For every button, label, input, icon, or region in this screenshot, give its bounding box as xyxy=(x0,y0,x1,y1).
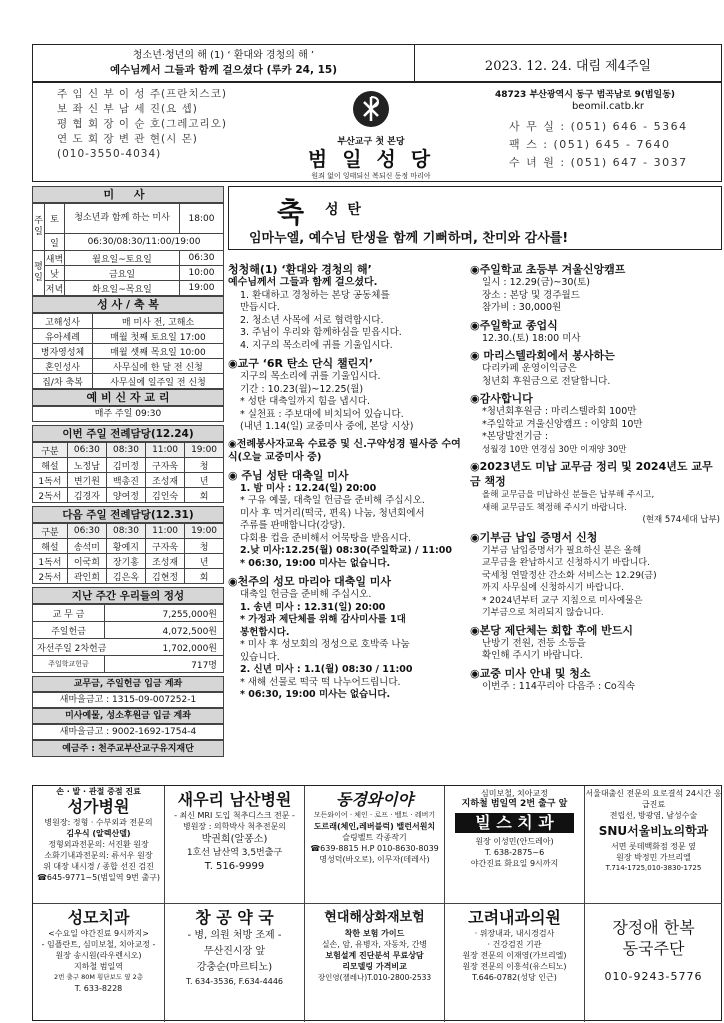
banner-message: 임마누엘, 예수님 탄생을 함께 기뻐하며, 찬미와 감사를! xyxy=(249,231,569,246)
mass-day: 토 xyxy=(45,204,65,234)
header-cell: 08:30 xyxy=(106,524,145,539)
ad-line: 정형외과전문의: 서진환 원장 xyxy=(48,840,149,849)
sacrament-name: 유아세례 xyxy=(33,329,93,344)
notice-line: 장소 : 본당 및 경주월드 xyxy=(482,289,580,301)
sacrament-name: 집/차 축복 xyxy=(33,374,93,389)
cell: 청 xyxy=(185,458,224,473)
ad-line: ☎639-8815 H.P 010-8630-8039 xyxy=(310,844,439,853)
ad-name: 성가병원 xyxy=(67,797,130,816)
sacrament-info: 사무실에 한 달 전 신청 xyxy=(93,359,224,374)
cell: 김은옥 xyxy=(106,569,145,584)
table-row xyxy=(33,622,224,639)
ad-line: 원장 이성민(안드레아) xyxy=(475,837,554,846)
mass-when: 낮 xyxy=(45,266,65,281)
ad-line: 전립선, 방광염, 남성수술 xyxy=(609,811,698,820)
cell: 1,702,000원 xyxy=(162,643,217,654)
left-column xyxy=(32,186,224,757)
right-column xyxy=(470,262,720,693)
mass-title: 미 사 xyxy=(32,186,224,203)
notice-line: * 06:30, 19:00 미사는 없습니다. xyxy=(240,557,391,569)
ad-card[interactable] xyxy=(165,904,305,1022)
notice xyxy=(470,623,720,663)
table-row xyxy=(33,539,224,554)
table-header-row xyxy=(33,443,224,458)
notice-line: 청년회 후원금으로 전달합니다. xyxy=(482,375,611,387)
table-row xyxy=(33,458,224,473)
notice-line: 3. 주님이 우리와 함께하심을 믿읍시다. xyxy=(240,327,402,338)
cell: 1독서 xyxy=(33,473,68,488)
staff-line: 보 좌 신 부 남 세 진(요 셉) xyxy=(57,103,198,115)
banner-char: 축 xyxy=(277,196,305,229)
ad-line: T.646-0782(성당 인근) xyxy=(472,973,557,982)
ad-tagline: 손 · 발 · 관절 중점 진료 xyxy=(56,787,141,796)
address: 48723 부산광역시 동구 범곡남로 9(범일동) xyxy=(495,90,676,100)
table-row xyxy=(33,656,224,673)
ad-card[interactable] xyxy=(33,786,165,904)
cell: 장기홍 xyxy=(106,554,145,569)
ad-name: 고려내과의원 xyxy=(468,908,561,927)
mass-time: 06:30 xyxy=(180,251,224,266)
ad-line: 2번 출구 80M 횡단보도 옆 2층 xyxy=(54,973,143,981)
ad-line: 서면 롯데백화점 정문 옆 xyxy=(611,842,696,851)
notice-line: 기부금 납입증명서가 필요하신 분은 올해 xyxy=(482,545,642,556)
ad-line: ☎645-9771~5(범일역 9번 출구) xyxy=(36,873,161,882)
sacrament-name: 혼인성사 xyxy=(33,359,93,374)
ad-tagline: 서울대출신 전문의 요로결석 24시간 응급진료 xyxy=(585,789,722,809)
notice-line: 기간 : 10.23(월)~12.25(월) xyxy=(240,383,364,395)
notice-line: * 성탄 대축일까지 힘을 냅시다. xyxy=(240,396,370,407)
notice-line: 까지 사무실에 신청하시기 바랍니다. xyxy=(482,583,624,593)
notice-line: 4. 지구의 목소리에 귀를 기울입시다. xyxy=(240,339,393,351)
ad-line: 슬링벨트 각종작기 xyxy=(342,833,407,842)
chi-rho-emblem-icon xyxy=(351,89,391,129)
account-holder: 예금주 : 천주교부산교구유지재단 xyxy=(32,740,224,757)
ad-line: 위 대장 내시경 / 종합 선진 검진 xyxy=(43,862,154,871)
duty-next-title: 다음 주일 전례담당(12.31) xyxy=(32,506,224,523)
sacrament-name: 병자영성체 xyxy=(33,344,93,359)
weekday-label: 평일 xyxy=(33,251,45,296)
mass-desc: 청소년과 함께 하는 미사 xyxy=(65,204,180,234)
notice-line: 2.낮 미사:12.25(월) 08:30(주일학교) / 11:00 xyxy=(240,545,453,556)
convent-phone: 수 녀 원 : (051) 647 - 3037 xyxy=(509,156,688,169)
ad-card[interactable] xyxy=(585,786,722,904)
masthead xyxy=(32,82,722,182)
mass-when: 새벽 xyxy=(45,251,65,266)
ad-line: · 위장내과, 내시경검사 xyxy=(474,929,555,938)
ad-card[interactable] xyxy=(305,786,445,904)
notice-line: * 새해 선물로 떡국 떡 나누어드립니다. xyxy=(240,676,401,688)
ad-line: - 병, 의원 처방 조제 - xyxy=(187,930,282,941)
table-row xyxy=(33,639,224,656)
notice xyxy=(228,262,464,352)
notice-line: *주일학교 겨울신앙캠프 : 이양희 10만 xyxy=(482,418,643,430)
ad-name: 장정애 한복 xyxy=(612,918,695,937)
ad-line: 무산진시장 앞 xyxy=(203,946,266,957)
ad-name: 새우리 남산병원 xyxy=(177,790,292,809)
notice xyxy=(470,391,720,456)
mass-time: 06:30/08:30/11:00/19:00 xyxy=(65,234,224,251)
account-b-number: 새마을금고 : 9002-1692-1754-4 xyxy=(32,724,224,740)
notice-title: ◉ 주님 성탄 대축일 미사 xyxy=(228,468,349,482)
catechism-time: 매주 주일 09:30 xyxy=(32,406,224,422)
notice-line: 미사 후 먹거리(떡국, 편육) 나눔, 청년회에서 xyxy=(240,507,425,519)
cell: 회 xyxy=(185,569,224,584)
notice-title: ◉주일학교 초등부 겨울신앙캠프 xyxy=(470,263,626,276)
parish-name: 범 일 성 당 xyxy=(307,147,435,171)
mass-time: 18:00 xyxy=(180,204,224,234)
offering-table xyxy=(32,604,224,673)
notice xyxy=(470,530,720,620)
duty-this-table xyxy=(32,442,224,503)
table-row xyxy=(33,569,224,584)
account-a-title: 교무금, 주일헌금 입금 계좌 xyxy=(32,676,224,692)
notice xyxy=(470,666,720,694)
notice xyxy=(228,356,464,434)
ad-tagline: 심미보철, 치아교정 xyxy=(481,789,548,798)
notice-line: 교무금을 완납하시고 신청하시기 바랍니다. xyxy=(482,558,650,568)
notice-line: * 구유 예물, 대축일 헌금을 준비해 주십시오. xyxy=(240,495,425,506)
ad-line: - 최신 MRI 도입 척추디스크 전문 - xyxy=(174,811,295,820)
notice-line: 새해 교무금도 책정해 주시기 바랍니다. xyxy=(482,502,627,513)
ad-line: 명성덕(바오로), 이무자(데레사) xyxy=(319,855,430,864)
ad-line: T. 634-3536, F.634-4446 xyxy=(186,977,283,986)
notice-title: ◉2023년도 미납 교무금 정리 및 2024년도 교무금 책정 xyxy=(470,460,713,488)
ad-card[interactable] xyxy=(305,904,445,1022)
cell: 송석미 xyxy=(67,539,106,554)
cell: 조성재 xyxy=(146,554,185,569)
cell: 주일학교헌금 xyxy=(33,656,105,673)
staff-line: 연 도 회 장 변 관 현(시 몬) xyxy=(57,133,198,145)
notice-line: (내년 1.14(일) 교중미사 중에, 본당 시상) xyxy=(240,421,414,432)
table-row xyxy=(33,605,224,622)
notice-line: * 실천표 : 주보대에 비치되어 있습니다. xyxy=(240,408,404,420)
notice-line: 12.30.(토) 18:00 미사 xyxy=(482,332,581,344)
cell: 김미정 xyxy=(106,458,145,473)
email[interactable]: beomil.catb.kr xyxy=(571,101,645,112)
staff-line: 평 협 회 장 이 순 호(그레고리오) xyxy=(57,118,227,130)
header-cell: 11:00 xyxy=(146,524,185,539)
cell: 이국희 xyxy=(67,554,106,569)
cell: 청 xyxy=(185,539,224,554)
notice-line: 참가비 : 30,000원 xyxy=(482,302,562,313)
cell: 7,255,000원 xyxy=(105,605,224,622)
notice-title: ◉교중 미사 안내 및 청소 xyxy=(470,666,591,680)
account-b-title: 미사예물, 성소후원금 입금 계좌 xyxy=(32,708,224,724)
staff-line: (010-3550-4034) xyxy=(57,148,162,160)
office-phone: 사 무 실 : (051) 646 - 5364 xyxy=(509,120,688,133)
notice-line: * 2024년부터 교구 지침으로 미사예물은 xyxy=(482,595,643,606)
header-cell: 19:00 xyxy=(185,443,224,458)
cell: 김경자 xyxy=(67,488,106,503)
header-cell: 구분 xyxy=(33,443,68,458)
table-row xyxy=(33,488,224,503)
theme-quote: 예수님께서 그들과 함께 걸으셨다 (루카 24, 15) xyxy=(109,64,338,76)
cell: 4,072,500원 xyxy=(105,622,224,639)
cell: 곽인희 xyxy=(67,569,106,584)
ad-card[interactable] xyxy=(165,786,305,904)
ad-line: 도르래(체인,레버블럭) 밸런서원치 xyxy=(313,822,436,831)
ad-line: 장인영(젤레나)T.010-2800-2533 xyxy=(317,973,432,982)
parish-logo xyxy=(255,83,487,181)
account-a-number: 새마을금고 : 1315-09-007252-1 xyxy=(32,692,224,708)
notice-line: 만듭시다. xyxy=(240,302,280,313)
mass-when: 저녁 xyxy=(45,281,65,296)
sacraments-table xyxy=(32,313,224,389)
notice-title: ◉기부금 납입 증명서 신청 xyxy=(470,530,598,544)
ad-line: 강충순(마르티노) xyxy=(196,962,273,973)
cell: 년 xyxy=(185,554,224,569)
cell: 양여정 xyxy=(106,488,145,503)
cell: 김현정 xyxy=(146,569,185,584)
table-header-row xyxy=(33,524,224,539)
cell: 노정남 xyxy=(67,458,106,473)
ad-line: 착한 보험 가이드 xyxy=(344,929,405,938)
notice-line: (현재 574세대 납부) xyxy=(642,515,720,525)
sacrament-info: 매월 셋째 목요일 10:00 xyxy=(93,344,224,359)
notice-line: 일시 : 12.29(금)~30(토) xyxy=(482,277,591,288)
header-cell: 11:00 xyxy=(146,443,185,458)
cell: 717명 xyxy=(105,656,224,673)
notice xyxy=(228,438,464,464)
fax: 팩 스 : (051) 645 - 7640 xyxy=(509,138,671,151)
ad-card[interactable] xyxy=(445,786,585,904)
ads-grid xyxy=(32,785,722,1021)
duty-next-table xyxy=(32,523,224,584)
cell: 1독서 xyxy=(33,554,68,569)
notice-title: 청청해(1) ‘환대와 경청의 해’ xyxy=(228,263,372,276)
cell: 해설 xyxy=(33,458,68,473)
notice-title: ◉교구 ‘6R 탄소 단식 챌린지’ xyxy=(228,357,374,370)
notice-line: 올해 교무금을 미납하신 분들은 납부해 주시고, xyxy=(482,490,655,500)
header-cell: 06:30 xyxy=(67,443,106,458)
ad-line: 실손, 암, 유병자, 자동차, 간병 xyxy=(321,940,428,949)
notice-line: 지구의 목소리에 귀를 기울입시다. xyxy=(240,371,381,382)
notice-title: ◉감사합니다 xyxy=(470,392,533,405)
ad-line: 병원장: 정형 · 수부외과 전문의 xyxy=(44,818,153,827)
notice-line: 주류를 판매합니다(강당). xyxy=(240,520,346,531)
cell: 김인숙 xyxy=(146,488,185,503)
cell: 구자욱 xyxy=(146,458,185,473)
ad-card[interactable] xyxy=(445,904,585,1022)
mass-desc: 월요일~토요일 xyxy=(65,251,180,266)
duty-this-title: 이번 주일 전례담당(12.24) xyxy=(32,425,224,442)
cell: 구자욱 xyxy=(146,539,185,554)
sacrament-info: 사무실에 일주일 전 신청 xyxy=(93,374,224,389)
notice-line: 확인해 주시기 바랍니다. xyxy=(482,650,583,661)
cell: 변기원 xyxy=(67,473,106,488)
staff-list xyxy=(33,83,255,181)
notice-line: 기부금으로 처리되지 않습니다. xyxy=(482,608,604,618)
ad-line: · 건강검진 기관 xyxy=(487,940,542,949)
cell: 자선주일 2차헌금 xyxy=(37,643,107,654)
sacrament-name: 고해성사 xyxy=(33,314,93,329)
notice xyxy=(470,459,720,527)
notice-line: 대축일 헌금을 준비해 주십시오. xyxy=(240,589,372,600)
middle-column xyxy=(228,262,464,702)
ad-name: 창 공 약 국 xyxy=(195,908,274,927)
table-row xyxy=(33,473,224,488)
notice-title: ◉ 마리스텔라회에서 봉사하는 xyxy=(470,349,615,362)
notice xyxy=(470,348,720,388)
logo-motto: 원죄 없이 잉태되신 복되신 동정 마리아 xyxy=(311,172,431,180)
christmas-banner xyxy=(228,186,722,250)
offering-title: 지난 주간 우리들의 정성 xyxy=(32,587,224,604)
cell: 조성재 xyxy=(146,473,185,488)
mass-time: 10:00 xyxy=(180,266,224,281)
notice-line: * 미사 후 성모회의 정성으로 호박죽 나눔 xyxy=(240,639,410,650)
header-cell: 구분 xyxy=(33,524,68,539)
banner-word: 성 탄 xyxy=(325,202,363,218)
ad-line: - 임플란트, 심미보철, 치아교정 - xyxy=(41,940,156,949)
ad-line: 리모델링 가격비교 xyxy=(342,962,407,971)
cell: 황예지 xyxy=(106,539,145,554)
ad-line: T. 516-9999 xyxy=(204,861,265,872)
notice-line: 다리카페 운영이익금은 xyxy=(482,363,577,374)
contact-info xyxy=(487,83,721,181)
notice-title: ◉본당 제단체는 회합 후에 반드시 xyxy=(470,623,634,637)
sacraments-title: 성 사 / 축 복 xyxy=(32,296,224,313)
notice-line: 1. 송년 미사 : 12.31(일) 20:00 xyxy=(240,601,386,613)
mass-day: 일 xyxy=(45,234,65,251)
notice-title: ◉전례봉사자교육 수료증 및 신.구약성경 필사증 수여식(오늘 교중미사 중) xyxy=(228,438,461,463)
notice-line: 난방기 전원, 전등 소등을 xyxy=(482,637,586,649)
sunday-label: 주일 xyxy=(33,204,45,251)
ad-line: 박권희(알퐁소) xyxy=(201,834,268,845)
notice-line: 성월경 10만 연경심 30만 이재양 30만 xyxy=(482,444,627,455)
notice-line: 봉헌합시다. xyxy=(240,626,290,638)
ad-line: <수요일 야간진료 9시까지> xyxy=(48,929,149,938)
ad-line: 지하철 범일역 xyxy=(74,962,123,971)
notice-line: 다회용 컵을 준비해서 어묵탕을 받읍시다. xyxy=(240,532,412,544)
notice-line: 2. 청소년 사목에 서로 협력합시다. xyxy=(240,314,384,326)
notice-line: 예수님께서 그들과 함께 걸으셨다. xyxy=(228,277,378,288)
cell: 2독서 xyxy=(33,488,68,503)
mass-time: 19:00 xyxy=(180,281,224,296)
ad-name: 동경와이야 xyxy=(335,790,414,809)
notice xyxy=(470,318,720,346)
theme-box xyxy=(33,45,415,81)
mass-desc: 화요일~목요일 xyxy=(65,281,180,296)
ad-line: 지하철 범일역 2번 출구 앞 xyxy=(461,799,568,809)
ad-name: 현대해상화재보험 xyxy=(324,910,425,925)
ad-line: 010-9243-5776 xyxy=(604,970,703,983)
mass-desc: 금요일 xyxy=(65,266,180,281)
ad-line: 원장 전문의 이흥석(유스티노) xyxy=(462,962,567,971)
ad-line: 소화기내과전문의: 류서우 원장 xyxy=(44,851,153,860)
ad-line: 야간진료 화요일 9시까지 xyxy=(470,859,559,868)
cell: 백총진 xyxy=(106,473,145,488)
ad-line: 김우식 (알렉산델) xyxy=(66,829,131,838)
ad-name: 성모치과 xyxy=(67,908,130,927)
sacrament-info: 매 미사 전, 고해소 xyxy=(93,314,224,329)
ad-card[interactable] xyxy=(585,904,722,1022)
ad-name: SNU서울비뇨의학과 xyxy=(598,824,709,838)
ad-line: 보험설계 진단분석 무료상담 xyxy=(325,951,424,960)
ad-name: 빌 스 치 과 xyxy=(455,813,574,833)
sacrament-info: 매월 첫째 토요일 17:00 xyxy=(93,329,224,344)
ad-line: 병원장 : 의학박사 척추전문의 xyxy=(182,822,287,831)
notice-title: ◉천주의 성모 마리아 대축일 미사 xyxy=(228,575,392,588)
header-cell: 06:30 xyxy=(67,524,106,539)
cell: 주일헌금 xyxy=(33,622,105,639)
header-cell: 19:00 xyxy=(185,524,224,539)
notice-line: 1. 환대하고 경청하는 본당 공동체를 xyxy=(240,289,390,301)
notice-line: * 가정과 제단체를 위해 감사미사를 1대 xyxy=(240,614,406,625)
notice xyxy=(228,468,464,571)
ad-card[interactable] xyxy=(33,904,165,1022)
ad-line: T. 633-8228 xyxy=(74,984,123,993)
ad-line: T.714-1725,010-3830-1725 xyxy=(605,864,702,872)
ad-line: 원장 전문의 이재영(가브리엘) xyxy=(462,951,567,960)
cell: 해설 xyxy=(33,539,68,554)
issue-date: 2023. 12. 24. 대림 제4주일 xyxy=(484,59,652,74)
notice-line: 국세청 연말정산 간소화 서비스는 12.29(금) xyxy=(482,570,657,581)
notice-line: * 06:30, 19:00 미사는 없습니다. xyxy=(240,689,391,700)
ad-line: 원장 박정민 가브리엘 xyxy=(616,853,691,862)
header-bar xyxy=(32,44,722,82)
notice-title: ◉주일학교 종업식 xyxy=(470,318,558,332)
ad-line: T. 638-2875~6 xyxy=(484,848,545,857)
notice-line: *본당발전기금 : xyxy=(482,431,549,442)
ad-line: 모든와이어 · 체인 · 로프 · 벨트 · 레버기 xyxy=(313,811,436,819)
theme-line: 청소년·청년의 해 (1) ‘ 환대와 경청의 해 ’ xyxy=(132,50,315,61)
notice-line: 1. 밤 미사 : 12.24(일) 20:00 xyxy=(240,482,377,494)
ad-line: 동국주단 xyxy=(622,939,685,958)
notice xyxy=(228,574,464,702)
catechism-title: 예 비 신 자 교 리 xyxy=(32,389,224,406)
cell: 회 xyxy=(185,488,224,503)
notice-line: 이번주 : 114꾸리아 다음주 : Co직속 xyxy=(482,680,636,692)
table-row xyxy=(33,554,224,569)
cell: 2독서 xyxy=(33,569,68,584)
notice-line: 2. 신년 미사 : 1.1(월) 08:30 / 11:00 xyxy=(240,664,413,675)
mass-schedule xyxy=(32,203,224,296)
cell: 교 무 금 xyxy=(33,605,105,622)
header-cell: 08:30 xyxy=(106,443,145,458)
logo-sub: 부산교구 첫 본당 xyxy=(337,137,405,147)
staff-line: 주 임 신 부 이 성 주(프란치스코) xyxy=(57,88,227,100)
notice xyxy=(470,262,720,315)
notice-line: 있습니다. xyxy=(240,651,280,663)
notice-line: *청년회후원금 : 마리스텔라회 100만 xyxy=(482,406,637,417)
ad-line: 원장 송시원(라우렌시오) xyxy=(55,951,142,960)
ad-line: 1호선 남산역 3,5번출구 xyxy=(186,848,283,858)
cell: 년 xyxy=(185,473,224,488)
